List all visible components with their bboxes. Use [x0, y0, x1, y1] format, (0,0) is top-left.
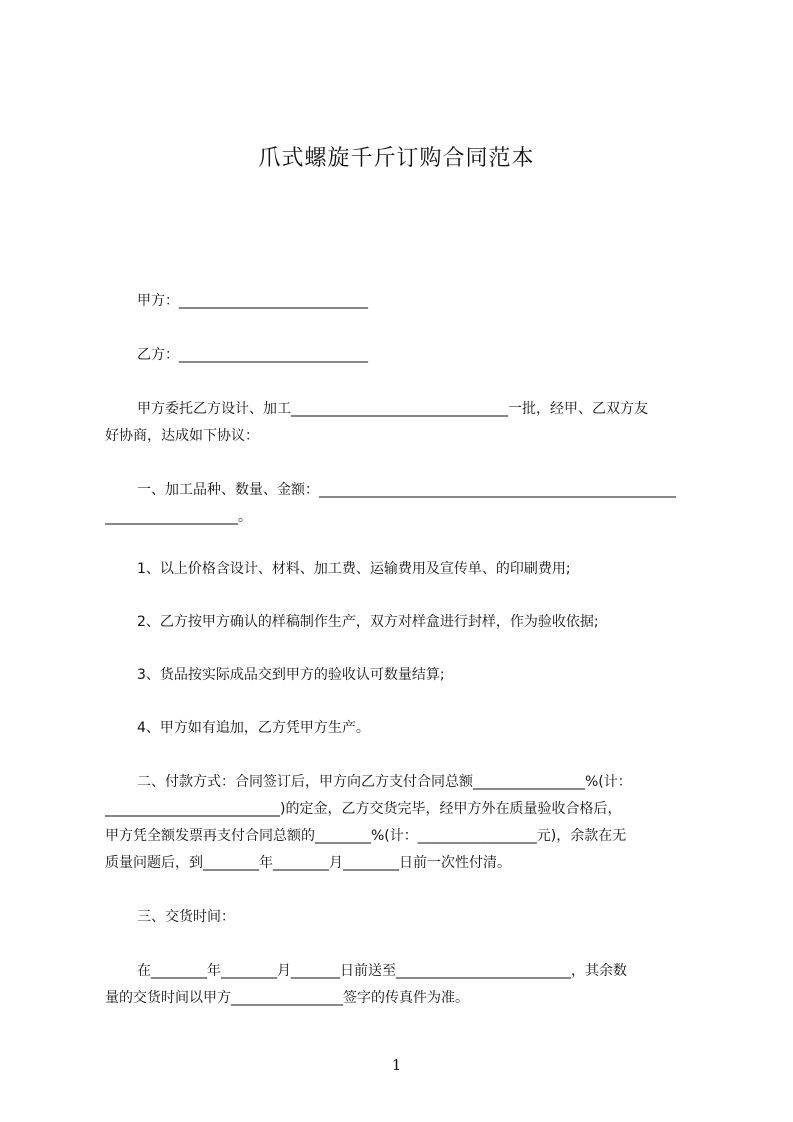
intro-line-1: 甲方委托乙方设计、加工_______________________________一批，经甲、乙双方友: [137, 401, 648, 417]
party-b-line: 乙方：___________________________: [137, 347, 368, 363]
clause-item-2: 2、乙方按甲方确认的样稿制作生产，双方对样盒进行封样，作为验收依据;: [137, 614, 599, 630]
section1-line-1: 一、加工品种、数量、金额：___________________________________________________: [137, 482, 676, 498]
section1-line-2: ___________________。: [105, 509, 252, 525]
party-a-line: 甲方：___________________________: [137, 293, 368, 309]
section3-heading: 三、交货时间：: [137, 909, 235, 925]
section2-line-4: 质量问题后，到________年________月________日前一次性付清。: [105, 855, 511, 871]
section2-line-1: 二、付款方式：合同签订后，甲方向乙方支付合同总额________________%(计：: [137, 774, 632, 790]
clause-item-3: 3、货品按实际成品交到甲方的验收认可数量结算;: [137, 667, 445, 683]
intro-line-2: 好协商，达成如下协议：: [105, 428, 259, 444]
page-number: 1: [391, 1056, 402, 1074]
section2-line-2: _________________________)的定金，乙方交货完毕，经甲方外在质量验收合格后，: [105, 801, 622, 817]
document-title: 爪式螺旋千斤订购合同范本: [258, 146, 535, 171]
clause-item-1: 1、以上价格含设计、材料、加工费、运输费用及宣传单、的印刷费用;: [137, 561, 571, 577]
section3-line-1: 在________年________月_______日前送至_________________________，其余数: [137, 963, 627, 979]
clause-item-4: 4、甲方如有追加，乙方凭甲方生产。: [137, 720, 370, 736]
section2-line-3: 甲方凭全额发票再支付合同总额的________%(计：_________________元)，余款在无: [105, 828, 627, 844]
section3-line-2: 量的交货时间以甲方________________签字的传真件为准。: [105, 990, 469, 1006]
